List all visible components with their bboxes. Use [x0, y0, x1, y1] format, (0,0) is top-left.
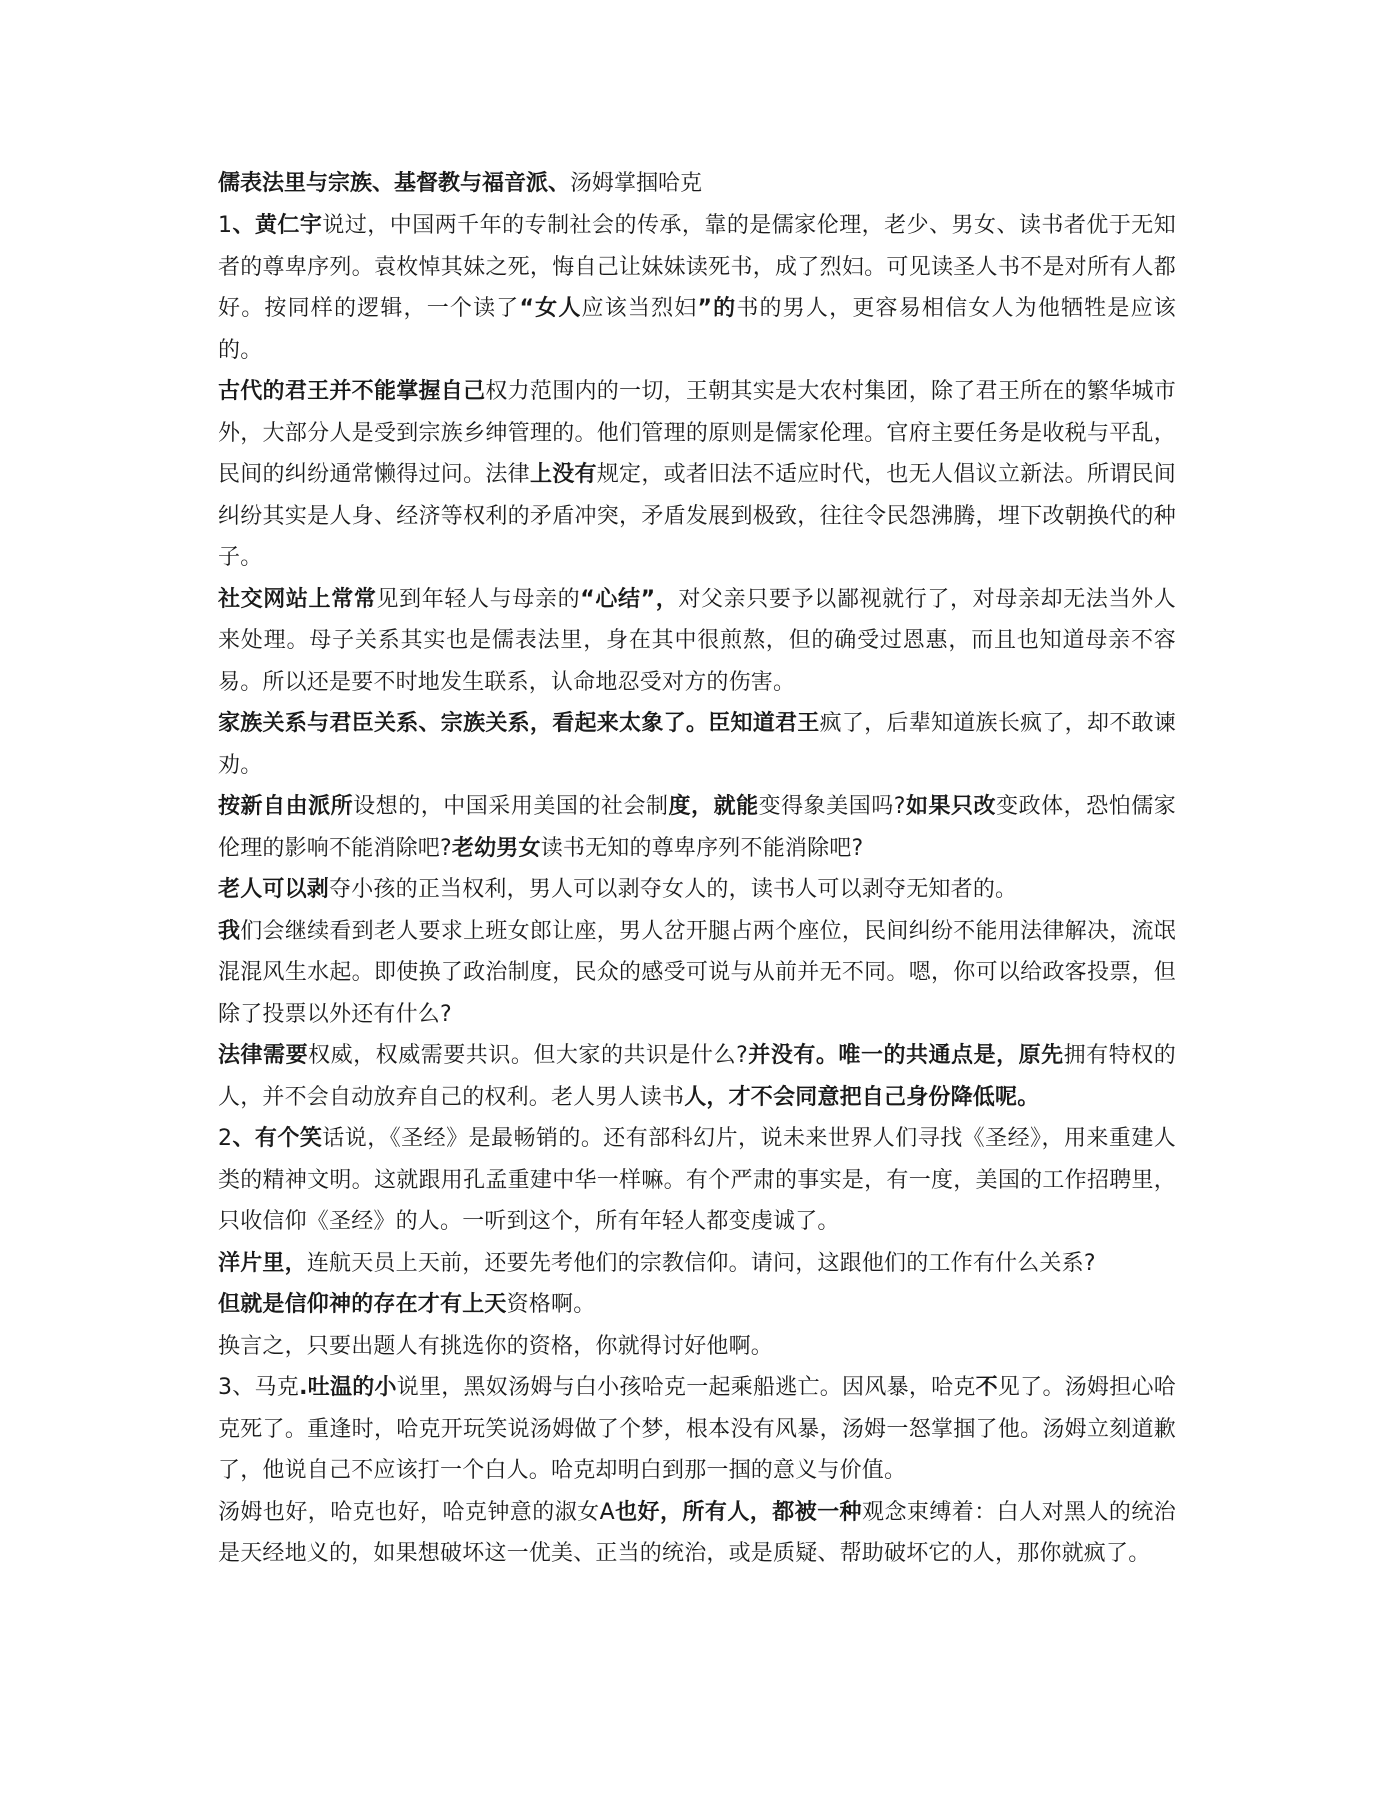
text-run: 2	[218, 1126, 233, 1151]
paragraph	[218, 786, 1176, 869]
text-run: 对父亲只要予以鄙视就行了，对母亲却无法当外人来处理。母子关系其实也是儒表法里，身在其中很煎熬，但的确受过恩惠，而且也知道母亲不容易。所以还是要不时地发生联系，认命地忍受对方的伤害。	[218, 586, 1177, 695]
paragraph	[218, 703, 1176, 786]
text-run: 书的男人，更容易相信女人为他牺牲是应该的。	[218, 296, 1177, 363]
bold-text-run: “心结”，	[580, 586, 679, 612]
paragraph	[218, 1035, 1176, 1118]
paragraph	[218, 1284, 1176, 1326]
bold-text-run: 古代的君王并不能掌握自己	[218, 379, 486, 404]
document-title	[218, 163, 1176, 205]
text-run: 拥有特权的人，并不会自动放弃自己的权利。老人男人读书	[218, 1043, 1176, 1110]
bold-text-run: 也好，所有人，都被一种	[614, 1499, 862, 1525]
paragraph	[218, 1243, 1176, 1285]
bold-text-run: 上没有	[529, 462, 597, 487]
bold-text-run: 按新自由派所	[218, 794, 354, 819]
text-run: A	[599, 1499, 615, 1525]
text-run: 设想的，中国采用美国的社会制	[353, 794, 669, 819]
paragraph	[218, 1118, 1176, 1243]
bold-text-run: 不	[975, 1375, 998, 1400]
bold-text-run: 度，就能	[668, 794, 759, 819]
text-run: 见到年轻人与母亲的	[376, 586, 581, 612]
text-run: 说里，黑奴汤姆与白小孩哈克一起乘船逃亡。因风暴，哈克	[396, 1375, 976, 1400]
bold-text-run: .吐温的小	[299, 1375, 397, 1400]
text-run: 说过，中国两千年的专制社会的传承，靠的是儒家伦理，老少、男女、读书者优于无知者的尊卑序列。袁枚悼其妹之死，悔自己让妹妹读死书，成了烈妇。可见读圣人书不是对所有人都好。按同样的逻辑，一个读了	[218, 213, 1176, 321]
bold-text-run: 我	[218, 918, 241, 944]
text-run: 1	[218, 213, 233, 238]
bold-text-run: 法律需要	[218, 1043, 309, 1068]
bold-text-run: “女人	[519, 296, 582, 321]
text-run: 读书无知的尊卑序列不能消除吧?	[540, 835, 864, 861]
document-page	[218, 163, 1176, 1575]
bold-text-run: 如果只改	[905, 794, 997, 819]
bold-text-run: 老幼男女	[451, 835, 541, 861]
bold-text-run: 洋片里，	[218, 1250, 307, 1276]
paragraph	[218, 911, 1176, 1036]
paragraph	[218, 205, 1176, 371]
text-run: 规定，或者旧法不适应时代，也无人倡议立新法。所谓民间纠纷其实是人身、经济等权利的矛盾冲突，矛盾发展到极致，往往令民怨沸腾，埋下改朝换代的种子。	[218, 462, 1176, 570]
text-run: 话说，《圣经》是最畅销的。还有部科幻片，说未来世界人们寻找《圣经》，用来重建人类的精神文明。这就跟用孔孟重建中华一样嘛。有个严肃的事实是，有一度，美国的工作招聘里，只收信仰《圣经》的人。一听到这个，所有年轻人都变虔诚了。	[218, 1126, 1176, 1234]
document-body	[218, 205, 1176, 1575]
paragraph	[218, 1326, 1176, 1368]
text-run: 资格啊。	[506, 1292, 596, 1317]
bold-text-run: 老人可以剥	[218, 877, 330, 902]
paragraph	[218, 869, 1176, 911]
text-run: 疯了，后辈知道族长疯了，却不敢谏劝。	[218, 711, 1177, 778]
paragraph	[218, 1367, 1176, 1492]
text-run: 观念束缚着：白人对黑人的统治是天经地义的，如果想破坏这一优美、正当的统治，或是质疑、帮助破坏它的人，那你就疯了。	[218, 1499, 1176, 1566]
text-run: 夺小孩的正当权利，男人可以剥夺女人的，读书人可以剥夺无知者的。	[329, 877, 1018, 902]
bold-text-run: 、有个笑	[232, 1126, 323, 1151]
text-run: 应该当烈妇	[581, 296, 698, 321]
text-run: 权威，权威需要共识。但大家的共识是什么?	[308, 1043, 748, 1068]
bold-text-run: 家族关系与君臣关系、宗族关系，看起来太象了。臣知道君王	[218, 711, 820, 736]
text-run: 连航天员上天前，还要先考他们的宗教信仰。请问，这跟他们的工作有什么关系?	[306, 1250, 1096, 1276]
bold-text-run: 社交网站上常常	[218, 586, 377, 612]
title-normal: 汤姆掌掴哈克	[570, 171, 703, 196]
bold-text-run: ”的	[697, 296, 737, 321]
bold-text-run: 人，才不会同意把自己身份降低呢。	[684, 1084, 1040, 1110]
text-run: 权力范围内的一切，王朝其实是大农村集团，除了君王所在的繁华城市外，大部分人是受到宗族乡绅管理的。他们管理的原则是儒家伦理。官府主要任务是收税与平乱，民间的纠纷通常懒得过问。法律	[218, 379, 1176, 487]
paragraph	[218, 579, 1176, 704]
bold-text-run: 、黄仁宇	[232, 213, 323, 238]
text-run: 换言之，只要出题人有挑选你的资格，你就得讨好他啊。	[218, 1333, 774, 1359]
text-run: 3、马克	[218, 1375, 300, 1400]
paragraph	[218, 1492, 1176, 1575]
paragraph	[218, 371, 1176, 579]
bold-text-run: 并没有。唯一的共通点是，原先	[747, 1043, 1064, 1068]
text-run: 变得象美国吗?	[758, 794, 906, 819]
text-run: 汤姆也好，哈克也好，哈克钟意的淑女	[218, 1499, 600, 1525]
text-run: 变政体，恐怕儒家伦理的影响不能消除吧?	[218, 794, 1176, 861]
text-run: 见了。汤姆担心哈克死了。重逢时，哈克开玩笑说汤姆做了个梦，根本没有风暴，汤姆一怒掌掴了他。汤姆立刻道歉了，他说自己不应该打一个白人。哈克却明白到那一掴的意义与价值。	[218, 1375, 1176, 1483]
text-run: 们会继续看到老人要求上班女郎让座，男人岔开腿占两个座位，民间纠纷不能用法律解决，流氓混混风生水起。即使换了政治制度，民众的感受可说与从前并无不同。嗯，你可以给政客投票，但除了投票以外还有什么?	[218, 918, 1176, 1027]
title-bold: 儒表法里与宗族、基督教与福音派、	[218, 171, 571, 196]
bold-text-run: 但就是信仰神的存在才有上天	[218, 1292, 507, 1317]
